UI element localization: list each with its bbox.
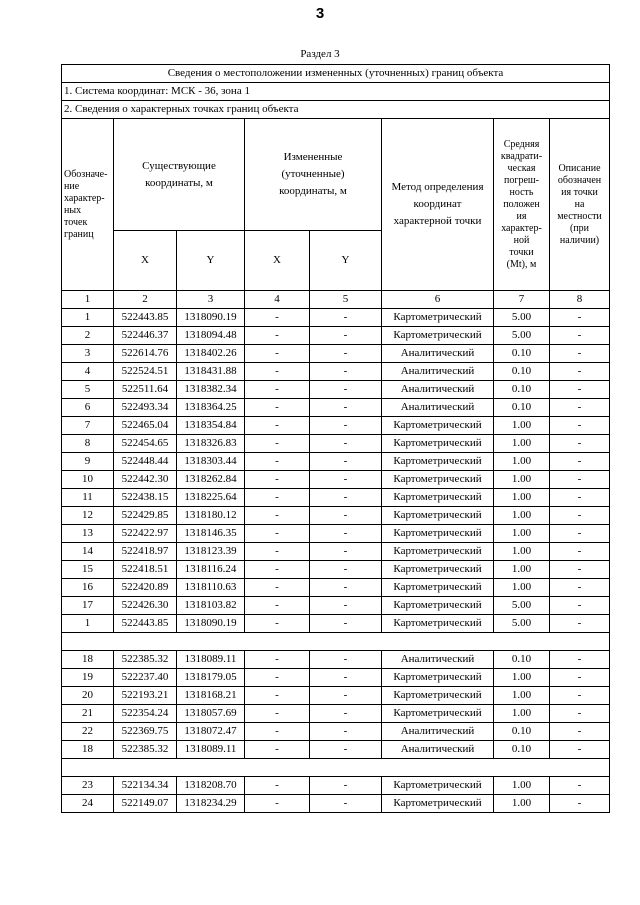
accuracy-cell: 0.10	[494, 381, 550, 399]
points-section-title: 2. Сведения о характерных точках границ объекта	[62, 101, 610, 119]
page-number: 3	[315, 5, 325, 22]
x-existing-cell: 522385.32	[114, 651, 177, 669]
point-id-cell: 11	[62, 489, 114, 507]
y-existing-cell: 1318090.19	[177, 309, 245, 327]
point-id-cell: 1	[62, 309, 114, 327]
method-cell: Картометрический	[382, 489, 494, 507]
table-row	[62, 723, 610, 741]
description-cell: -	[550, 381, 610, 399]
column-number: 4	[245, 291, 310, 309]
y-changed-cell: -	[310, 579, 382, 597]
x-existing-cell: 522454.65	[114, 435, 177, 453]
y-changed-cell: -	[310, 687, 382, 705]
x-existing-cell: 522385.32	[114, 741, 177, 759]
point-id-cell: 18	[62, 741, 114, 759]
header-y-existing: Y	[177, 231, 245, 291]
description-cell: -	[550, 651, 610, 669]
method-cell: Картометрический	[382, 453, 494, 471]
table-row	[62, 597, 610, 615]
description-cell: -	[550, 345, 610, 363]
y-changed-cell: -	[310, 309, 382, 327]
x-existing-cell: 522134.34	[114, 777, 177, 795]
y-existing-cell: 1318180.12	[177, 507, 245, 525]
description-cell: -	[550, 399, 610, 417]
table-row	[62, 417, 610, 435]
x-changed-cell: -	[245, 705, 310, 723]
header-y-changed: Y	[310, 231, 382, 291]
description-cell: -	[550, 741, 610, 759]
y-existing-cell: 1318090.19	[177, 615, 245, 633]
y-changed-cell: -	[310, 399, 382, 417]
x-changed-cell: -	[245, 651, 310, 669]
boundary-points-table	[61, 64, 610, 813]
x-changed-cell: -	[245, 309, 310, 327]
method-cell: Картометрический	[382, 543, 494, 561]
x-changed-cell: -	[245, 453, 310, 471]
y-existing-cell: 1318116.24	[177, 561, 245, 579]
x-changed-cell: -	[245, 381, 310, 399]
table-row	[62, 795, 610, 813]
header-existing-coords: Существующие координаты, м	[114, 119, 245, 231]
y-existing-cell: 1318072.47	[177, 723, 245, 741]
x-existing-cell: 522443.85	[114, 615, 177, 633]
x-changed-cell: -	[245, 399, 310, 417]
y-changed-cell: -	[310, 777, 382, 795]
group-separator-row	[62, 633, 610, 651]
description-cell: -	[550, 471, 610, 489]
x-existing-cell: 522614.76	[114, 345, 177, 363]
x-changed-cell: -	[245, 543, 310, 561]
method-cell: Аналитический	[382, 363, 494, 381]
method-cell: Картометрический	[382, 507, 494, 525]
point-id-cell: 12	[62, 507, 114, 525]
point-id-cell: 20	[62, 687, 114, 705]
x-existing-cell: 522422.97	[114, 525, 177, 543]
y-changed-cell: -	[310, 543, 382, 561]
table-row	[62, 705, 610, 723]
y-changed-cell: -	[310, 705, 382, 723]
x-changed-cell: -	[245, 561, 310, 579]
y-existing-cell: 1318123.39	[177, 543, 245, 561]
description-cell: -	[550, 309, 610, 327]
x-existing-cell: 522149.07	[114, 795, 177, 813]
point-id-cell: 13	[62, 525, 114, 543]
point-id-cell: 22	[62, 723, 114, 741]
table-row	[62, 399, 610, 417]
method-cell: Аналитический	[382, 399, 494, 417]
accuracy-cell: 0.10	[494, 345, 550, 363]
table-row	[62, 471, 610, 489]
column-number: 6	[382, 291, 494, 309]
point-id-cell: 9	[62, 453, 114, 471]
description-cell: -	[550, 669, 610, 687]
accuracy-cell: 1.00	[494, 525, 550, 543]
group-separator-row	[62, 759, 610, 777]
point-id-cell: 3	[62, 345, 114, 363]
y-changed-cell: -	[310, 723, 382, 741]
description-cell: -	[550, 615, 610, 633]
section-title: Раздел 3	[300, 48, 340, 60]
method-cell: Картометрический	[382, 525, 494, 543]
description-cell: -	[550, 507, 610, 525]
table-title: Сведения о местоположении измененных (уточненных) границ объекта	[62, 65, 610, 83]
x-existing-cell: 522493.34	[114, 399, 177, 417]
accuracy-cell: 5.00	[494, 327, 550, 345]
y-existing-cell: 1318364.25	[177, 399, 245, 417]
x-changed-cell: -	[245, 777, 310, 795]
accuracy-cell: 1.00	[494, 417, 550, 435]
point-id-cell: 23	[62, 777, 114, 795]
description-cell: -	[550, 453, 610, 471]
y-existing-cell: 1318431.88	[177, 363, 245, 381]
x-existing-cell: 522443.85	[114, 309, 177, 327]
x-changed-cell: -	[245, 417, 310, 435]
accuracy-cell: 1.00	[494, 453, 550, 471]
x-changed-cell: -	[245, 363, 310, 381]
column-number: 5	[310, 291, 382, 309]
y-changed-cell: -	[310, 489, 382, 507]
x-existing-cell: 522237.40	[114, 669, 177, 687]
method-cell: Картометрический	[382, 615, 494, 633]
table-row	[62, 615, 610, 633]
x-existing-cell: 522438.15	[114, 489, 177, 507]
table-row	[62, 309, 610, 327]
accuracy-cell: 1.00	[494, 489, 550, 507]
method-cell: Картометрический	[382, 309, 494, 327]
accuracy-cell: 5.00	[494, 597, 550, 615]
table-row	[62, 651, 610, 669]
y-existing-cell: 1318146.35	[177, 525, 245, 543]
table-row	[62, 489, 610, 507]
method-cell: Картометрический	[382, 669, 494, 687]
method-cell: Картометрический	[382, 705, 494, 723]
method-cell: Картометрический	[382, 579, 494, 597]
table-row	[62, 579, 610, 597]
point-id-cell: 21	[62, 705, 114, 723]
y-existing-cell: 1318103.82	[177, 597, 245, 615]
column-number: 8	[550, 291, 610, 309]
point-id-cell: 7	[62, 417, 114, 435]
point-id-cell: 19	[62, 669, 114, 687]
y-changed-cell: -	[310, 651, 382, 669]
description-cell: -	[550, 579, 610, 597]
description-cell: -	[550, 489, 610, 507]
y-existing-cell: 1318089.11	[177, 651, 245, 669]
table-row	[62, 741, 610, 759]
method-cell: Картометрический	[382, 327, 494, 345]
accuracy-cell: 1.00	[494, 471, 550, 489]
method-cell: Картометрический	[382, 795, 494, 813]
accuracy-cell: 5.00	[494, 309, 550, 327]
y-existing-cell: 1318110.63	[177, 579, 245, 597]
x-changed-cell: -	[245, 741, 310, 759]
header-description: Описание обозначен ия точки на местности (при наличии)	[550, 119, 610, 291]
table-row	[62, 435, 610, 453]
header-x-changed: X	[245, 231, 310, 291]
description-cell: -	[550, 363, 610, 381]
accuracy-cell: 0.10	[494, 741, 550, 759]
description-cell: -	[550, 705, 610, 723]
x-existing-cell: 522354.24	[114, 705, 177, 723]
y-existing-cell: 1318057.69	[177, 705, 245, 723]
method-cell: Картометрический	[382, 471, 494, 489]
table-row	[62, 363, 610, 381]
point-id-cell: 4	[62, 363, 114, 381]
method-cell: Аналитический	[382, 723, 494, 741]
x-changed-cell: -	[245, 723, 310, 741]
header-x-existing: X	[114, 231, 177, 291]
column-number: 1	[62, 291, 114, 309]
y-existing-cell: 1318354.84	[177, 417, 245, 435]
table-row	[62, 561, 610, 579]
header-designation: Обозначе- ние характер- ных точек границ	[62, 119, 114, 291]
accuracy-cell: 1.00	[494, 561, 550, 579]
y-changed-cell: -	[310, 525, 382, 543]
x-changed-cell: -	[245, 687, 310, 705]
table-row	[62, 687, 610, 705]
y-existing-cell: 1318262.84	[177, 471, 245, 489]
table-row	[62, 507, 610, 525]
point-id-cell: 2	[62, 327, 114, 345]
header-accuracy: Средняя квадрати- ческая погреш- ность положен ия характер- ной точки (Mt), м	[494, 119, 550, 291]
y-existing-cell: 1318094.48	[177, 327, 245, 345]
y-changed-cell: -	[310, 453, 382, 471]
x-changed-cell: -	[245, 471, 310, 489]
accuracy-cell: 1.00	[494, 705, 550, 723]
accuracy-cell: 1.00	[494, 543, 550, 561]
table-row	[62, 453, 610, 471]
description-cell: -	[550, 435, 610, 453]
header-changed-coords: Измененные (уточненные) координаты, м	[245, 119, 382, 231]
x-existing-cell: 522511.64	[114, 381, 177, 399]
x-existing-cell: 522429.85	[114, 507, 177, 525]
x-changed-cell: -	[245, 669, 310, 687]
description-cell: -	[550, 687, 610, 705]
column-number: 3	[177, 291, 245, 309]
x-changed-cell: -	[245, 597, 310, 615]
y-changed-cell: -	[310, 507, 382, 525]
x-existing-cell: 522418.97	[114, 543, 177, 561]
method-cell: Аналитический	[382, 741, 494, 759]
point-id-cell: 10	[62, 471, 114, 489]
accuracy-cell: 0.10	[494, 723, 550, 741]
y-existing-cell: 1318326.83	[177, 435, 245, 453]
y-changed-cell: -	[310, 327, 382, 345]
y-changed-cell: -	[310, 345, 382, 363]
table-row	[62, 543, 610, 561]
description-cell: -	[550, 327, 610, 345]
column-number: 7	[494, 291, 550, 309]
y-changed-cell: -	[310, 561, 382, 579]
y-existing-cell: 1318234.29	[177, 795, 245, 813]
method-cell: Аналитический	[382, 381, 494, 399]
column-number-row	[62, 291, 610, 309]
x-existing-cell: 522442.30	[114, 471, 177, 489]
separator-cell	[62, 633, 610, 651]
accuracy-cell: 1.00	[494, 579, 550, 597]
accuracy-cell: 1.00	[494, 669, 550, 687]
x-changed-cell: -	[245, 579, 310, 597]
description-cell: -	[550, 777, 610, 795]
accuracy-cell: 5.00	[494, 615, 550, 633]
method-cell: Картометрический	[382, 417, 494, 435]
y-changed-cell: -	[310, 435, 382, 453]
method-cell: Аналитический	[382, 651, 494, 669]
y-existing-cell: 1318179.05	[177, 669, 245, 687]
y-existing-cell: 1318382.34	[177, 381, 245, 399]
accuracy-cell: 0.10	[494, 363, 550, 381]
accuracy-cell: 1.00	[494, 687, 550, 705]
point-id-cell: 6	[62, 399, 114, 417]
separator-cell	[62, 759, 610, 777]
method-cell: Картометрический	[382, 561, 494, 579]
y-changed-cell: -	[310, 363, 382, 381]
point-id-cell: 1	[62, 615, 114, 633]
column-number: 2	[114, 291, 177, 309]
x-existing-cell: 522193.21	[114, 687, 177, 705]
point-id-cell: 16	[62, 579, 114, 597]
x-changed-cell: -	[245, 345, 310, 363]
description-cell: -	[550, 597, 610, 615]
y-changed-cell: -	[310, 615, 382, 633]
y-changed-cell: -	[310, 741, 382, 759]
y-existing-cell: 1318089.11	[177, 741, 245, 759]
x-existing-cell: 522426.30	[114, 597, 177, 615]
method-cell: Картометрический	[382, 597, 494, 615]
point-id-cell: 8	[62, 435, 114, 453]
x-existing-cell: 522465.04	[114, 417, 177, 435]
accuracy-cell: 1.00	[494, 795, 550, 813]
description-cell: -	[550, 543, 610, 561]
y-existing-cell: 1318208.70	[177, 777, 245, 795]
y-changed-cell: -	[310, 669, 382, 687]
y-changed-cell: -	[310, 417, 382, 435]
table-row	[62, 327, 610, 345]
point-id-cell: 15	[62, 561, 114, 579]
point-id-cell: 24	[62, 795, 114, 813]
description-cell: -	[550, 525, 610, 543]
x-changed-cell: -	[245, 795, 310, 813]
method-cell: Картометрический	[382, 777, 494, 795]
table-row	[62, 777, 610, 795]
table-row	[62, 669, 610, 687]
y-existing-cell: 1318168.21	[177, 687, 245, 705]
x-existing-cell: 522420.89	[114, 579, 177, 597]
y-changed-cell: -	[310, 471, 382, 489]
x-existing-cell: 522446.37	[114, 327, 177, 345]
coordinate-system: 1. Система координат: МСК - 36, зона 1	[62, 83, 610, 101]
accuracy-cell: 0.10	[494, 399, 550, 417]
description-cell: -	[550, 723, 610, 741]
description-cell: -	[550, 417, 610, 435]
method-cell: Картометрический	[382, 435, 494, 453]
table-row	[62, 345, 610, 363]
x-changed-cell: -	[245, 327, 310, 345]
point-id-cell: 5	[62, 381, 114, 399]
y-changed-cell: -	[310, 381, 382, 399]
y-existing-cell: 1318303.44	[177, 453, 245, 471]
y-existing-cell: 1318225.64	[177, 489, 245, 507]
table-row	[62, 525, 610, 543]
method-cell: Аналитический	[382, 345, 494, 363]
x-changed-cell: -	[245, 489, 310, 507]
y-changed-cell: -	[310, 597, 382, 615]
x-changed-cell: -	[245, 507, 310, 525]
point-id-cell: 17	[62, 597, 114, 615]
accuracy-cell: 1.00	[494, 777, 550, 795]
accuracy-cell: 0.10	[494, 651, 550, 669]
header-method: Метод определения координат характерной точки	[382, 119, 494, 291]
y-changed-cell: -	[310, 795, 382, 813]
description-cell: -	[550, 795, 610, 813]
x-changed-cell: -	[245, 525, 310, 543]
x-existing-cell: 522418.51	[114, 561, 177, 579]
x-existing-cell: 522524.51	[114, 363, 177, 381]
y-existing-cell: 1318402.26	[177, 345, 245, 363]
x-changed-cell: -	[245, 435, 310, 453]
point-id-cell: 14	[62, 543, 114, 561]
accuracy-cell: 1.00	[494, 507, 550, 525]
description-cell: -	[550, 561, 610, 579]
accuracy-cell: 1.00	[494, 435, 550, 453]
x-changed-cell: -	[245, 615, 310, 633]
point-id-cell: 18	[62, 651, 114, 669]
method-cell: Картометрический	[382, 687, 494, 705]
x-existing-cell: 522448.44	[114, 453, 177, 471]
table-row	[62, 381, 610, 399]
x-existing-cell: 522369.75	[114, 723, 177, 741]
